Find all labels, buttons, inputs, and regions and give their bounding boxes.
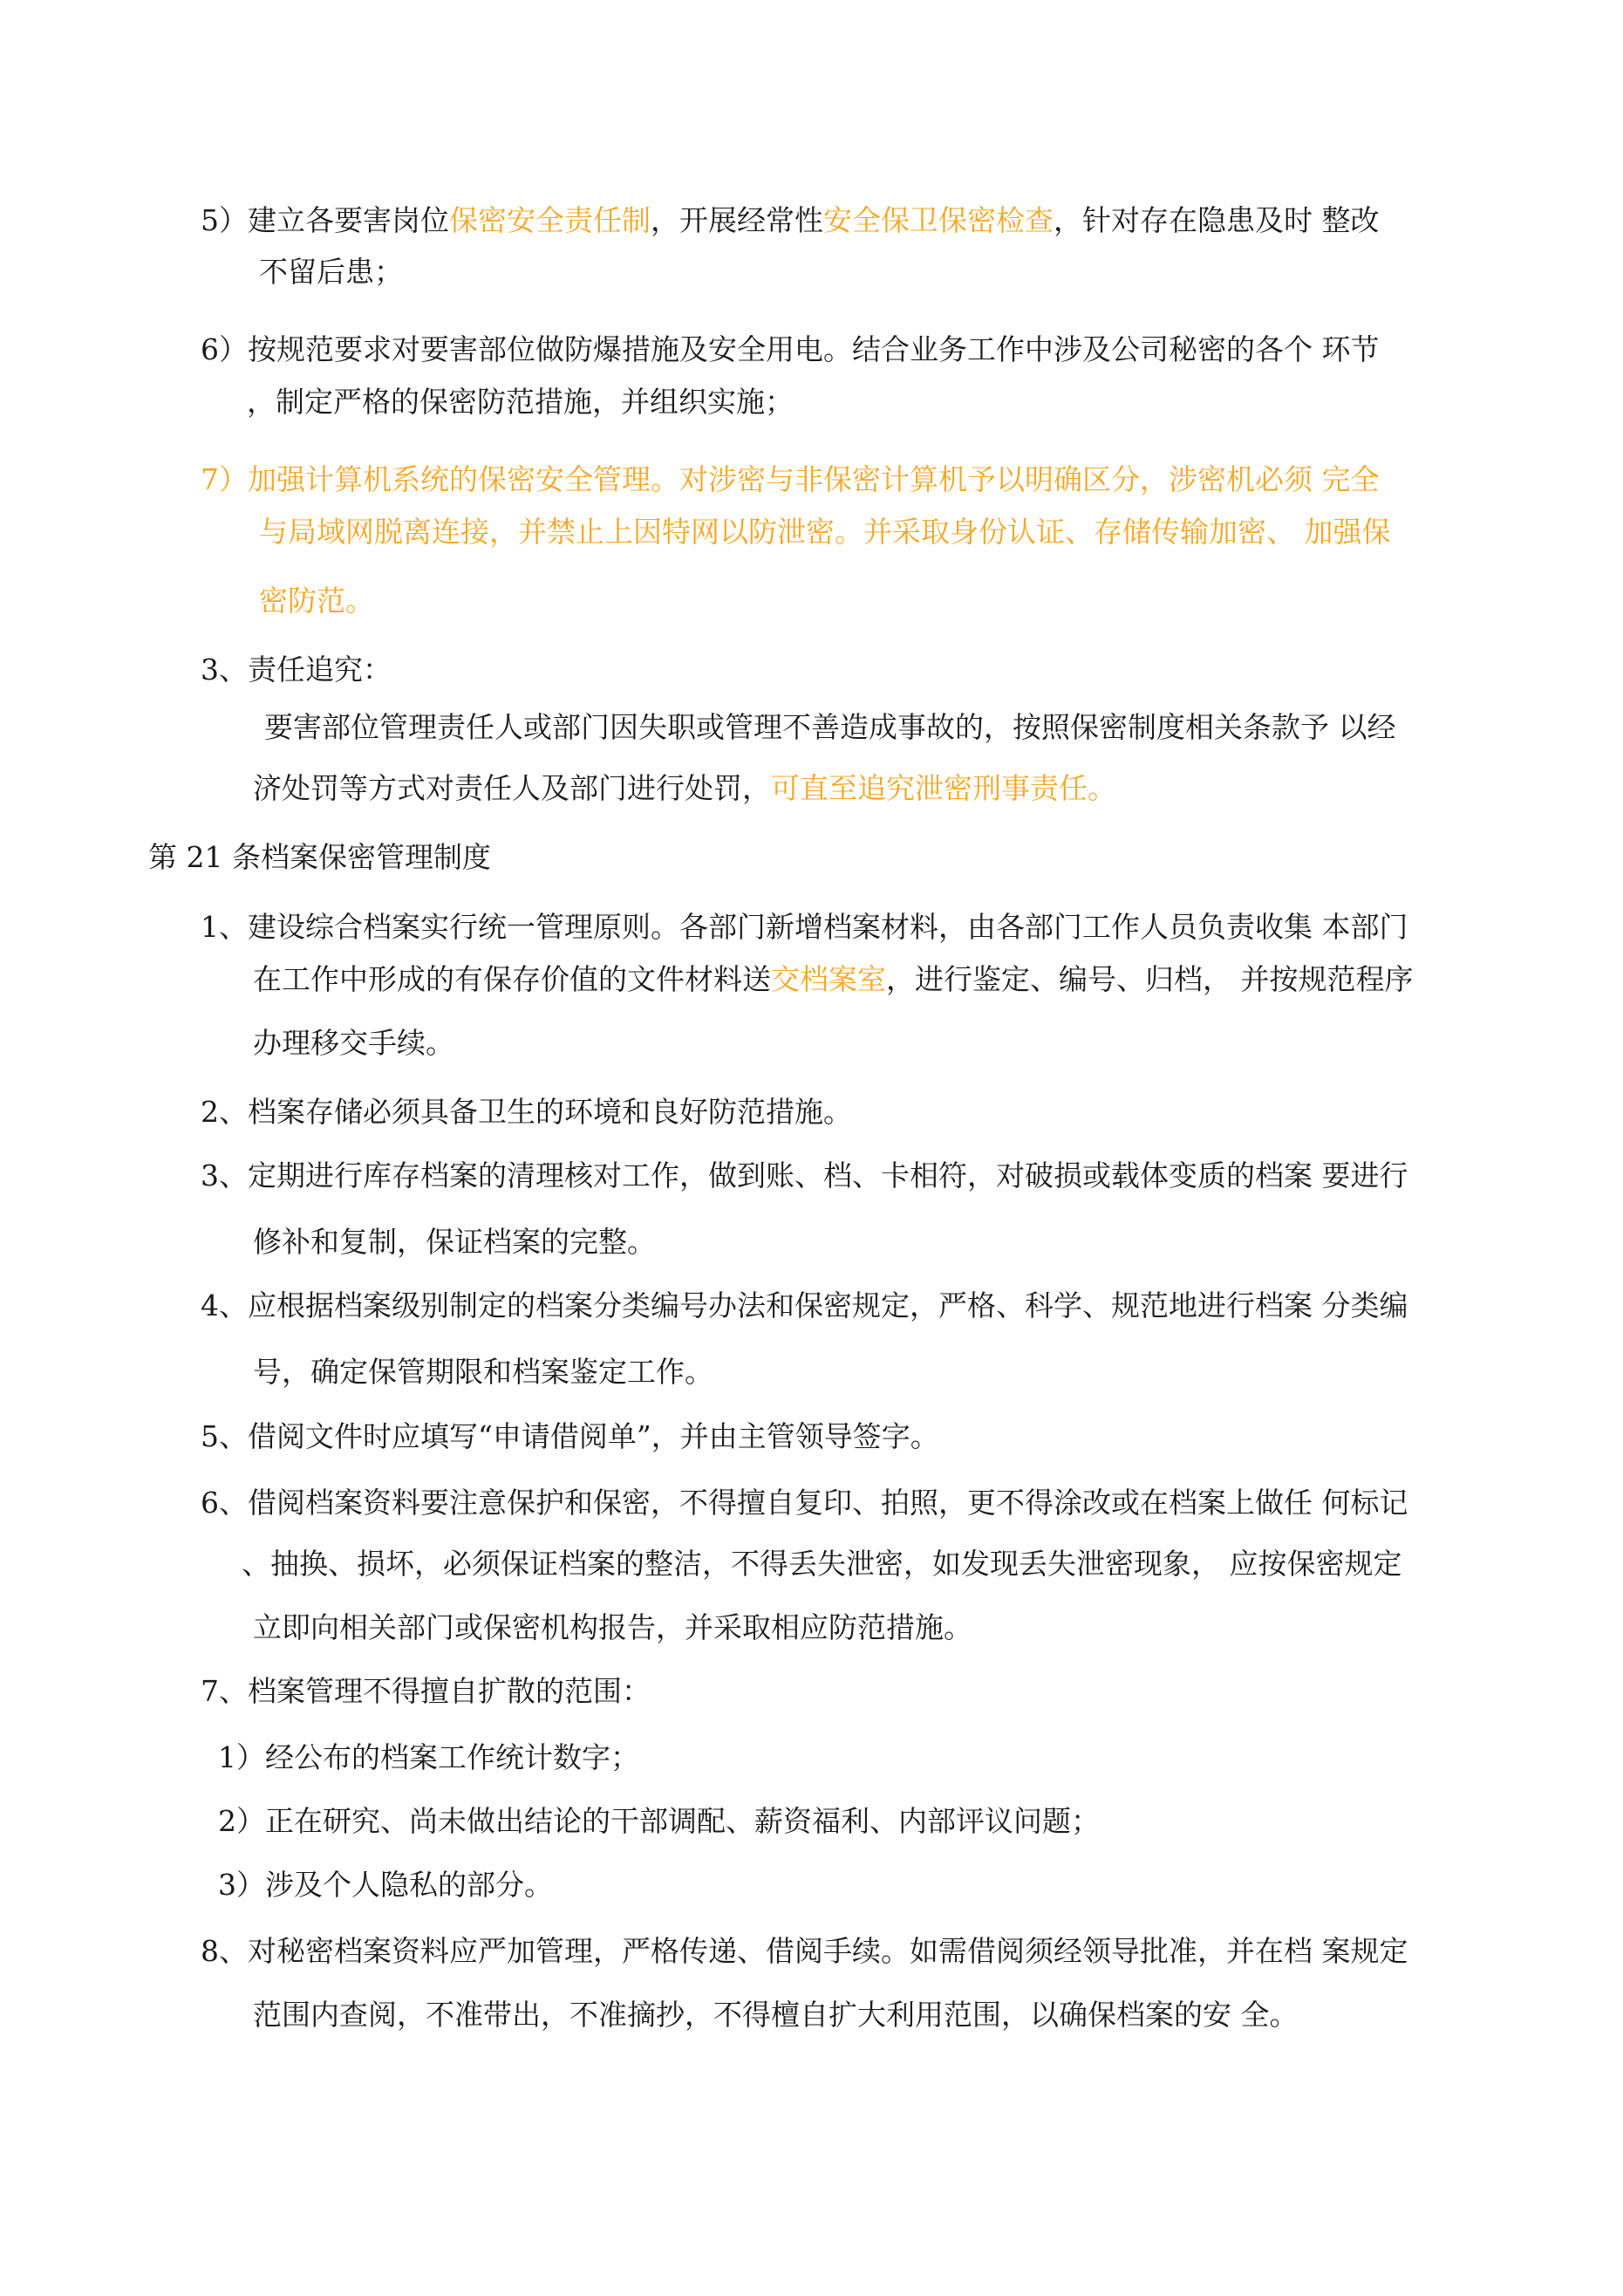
text-segment: 1、建设综合档案实行统一管理原则。各部门新增档案材料，由各部门工作人员负责收集 本部门 bbox=[201, 910, 1408, 944]
text-line bbox=[201, 1667, 651, 1715]
text-line bbox=[264, 703, 1396, 751]
text-segment: 5、借阅文件时应填写“申请借阅单”，并由主管领导签字。 bbox=[201, 1419, 939, 1453]
text-line bbox=[201, 1281, 1408, 1329]
text-segment: 3、定期进行库存档案的清理核对工作，做到账、档、卡相符，对破损或载体变质的档案 要进行 bbox=[201, 1158, 1408, 1192]
text-line bbox=[253, 955, 1414, 1003]
text-line bbox=[259, 508, 1391, 556]
text-segment: 4、应根据档案级别制定的档案分类编号办法和保密规定，严格、科学、规范地进行档案 分类编 bbox=[201, 1288, 1408, 1322]
highlighted-text: 密防范。 bbox=[259, 584, 374, 618]
text-line bbox=[201, 455, 1380, 503]
text-line bbox=[259, 577, 374, 625]
text-line bbox=[253, 1991, 1299, 2039]
text-segment: 2）正在研究、尚未做出结论的干部调配、薪资福利、内部评议问题； bbox=[218, 1804, 1100, 1838]
text-line bbox=[218, 1861, 553, 1909]
text-segment: 3、责任追究： bbox=[201, 653, 392, 687]
text-segment: 号，确定保管期限和档案鉴定工作。 bbox=[253, 1355, 713, 1389]
text-segment: 修补和复制，保证档案的完整。 bbox=[253, 1225, 656, 1259]
text-line bbox=[253, 1218, 656, 1266]
text-line bbox=[201, 1151, 1408, 1199]
text-segment: 3）涉及个人隐私的部分。 bbox=[218, 1868, 553, 1902]
highlighted-text: 保密安全责任制 bbox=[449, 203, 651, 237]
text-segment: 第 21 条档案保密管理制度 bbox=[148, 840, 491, 874]
text-segment: ，制定严格的保密防范措施，并组织实施； bbox=[247, 385, 794, 419]
text-line bbox=[201, 903, 1408, 951]
highlighted-text: 与局域网脱离连接，并禁止上因特网以防泄密。并采取身份认证、存储传输加密、 加强保 bbox=[259, 515, 1391, 549]
text-line bbox=[201, 325, 1380, 373]
text-segment: 1）经公布的档案工作统计数字； bbox=[218, 1740, 639, 1774]
text-line bbox=[218, 1797, 1100, 1845]
text-segment: 范围内查阅，不准带出，不准摘抄，不得檀自扩大利用范围，以确保档案的安 全。 bbox=[253, 1998, 1299, 2032]
text-segment: 要害部位管理责任人或部门因失职或管理不善造成事故的，按照保密制度相关条款予 以经 bbox=[264, 710, 1396, 744]
text-line bbox=[242, 1540, 1402, 1588]
text-line bbox=[201, 1479, 1408, 1527]
text-segment: 办理移交手续。 bbox=[253, 1026, 454, 1060]
text-line bbox=[201, 196, 1380, 244]
text-segment: ，进行鉴定、编号、归档， 并按规范程序 bbox=[886, 962, 1414, 996]
highlighted-text: 安全保卫保密检查 bbox=[823, 203, 1054, 237]
highlighted-text: 7）加强计算机系统的保密安全管理。对涉密与非保密计算机予以明确区分，涉密机必须 完全 bbox=[201, 462, 1380, 496]
text-segment: 2、档案存储必须具备卫生的环境和良好防范措施。 bbox=[201, 1095, 852, 1129]
text-segment: 在工作中形成的有保存价值的文件材料送 bbox=[253, 962, 771, 996]
highlighted-text: 交档案室 bbox=[771, 962, 886, 996]
text-segment: 立即向相关部门或保密机构报告，并采取相应防范措施。 bbox=[253, 1610, 972, 1644]
text-line bbox=[247, 378, 794, 426]
text-line bbox=[253, 1019, 454, 1067]
text-segment: 7、档案管理不得擅自扩散的范围： bbox=[201, 1674, 651, 1708]
text-segment: 8、对秘密档案资料应严加管理，严格传递、借阅手续。如需借阅须经领导批准，并在档 案规定 bbox=[201, 1934, 1408, 1968]
text-segment: ，开展经常性 bbox=[651, 203, 823, 237]
highlighted-text: 可直至追究泄密刑事责任。 bbox=[771, 771, 1116, 805]
text-line bbox=[201, 1088, 852, 1136]
text-segment: 6）按规范要求对要害部位做防爆措施及安全用电。结合业务工作中涉及公司秘密的各个 环节 bbox=[201, 332, 1380, 366]
text-line bbox=[201, 646, 392, 694]
text-segment: 不留后患； bbox=[259, 255, 403, 289]
text-line bbox=[218, 1733, 639, 1781]
text-segment: 济处罚等方式对责任人及部门进行处罚， bbox=[253, 771, 771, 805]
text-line bbox=[253, 1348, 713, 1396]
text-line bbox=[253, 764, 1116, 812]
section-heading bbox=[148, 833, 491, 881]
text-line bbox=[253, 1603, 972, 1651]
text-segment: 、抽换、损坏，必须保证档案的整洁，不得丢失泄密，如发现丢失泄密现象， 应按保密规定 bbox=[242, 1547, 1402, 1581]
text-line bbox=[201, 1412, 939, 1460]
text-line bbox=[259, 248, 403, 296]
text-segment: ，针对存在隐患及时 整改 bbox=[1054, 203, 1380, 237]
text-segment: 6、借阅档案资料要注意保护和保密，不得擅自复印、拍照，更不得涂改或在档案上做任 何标记 bbox=[201, 1486, 1408, 1520]
text-line bbox=[201, 1927, 1408, 1975]
text-segment: 5）建立各要害岗位 bbox=[201, 203, 449, 237]
